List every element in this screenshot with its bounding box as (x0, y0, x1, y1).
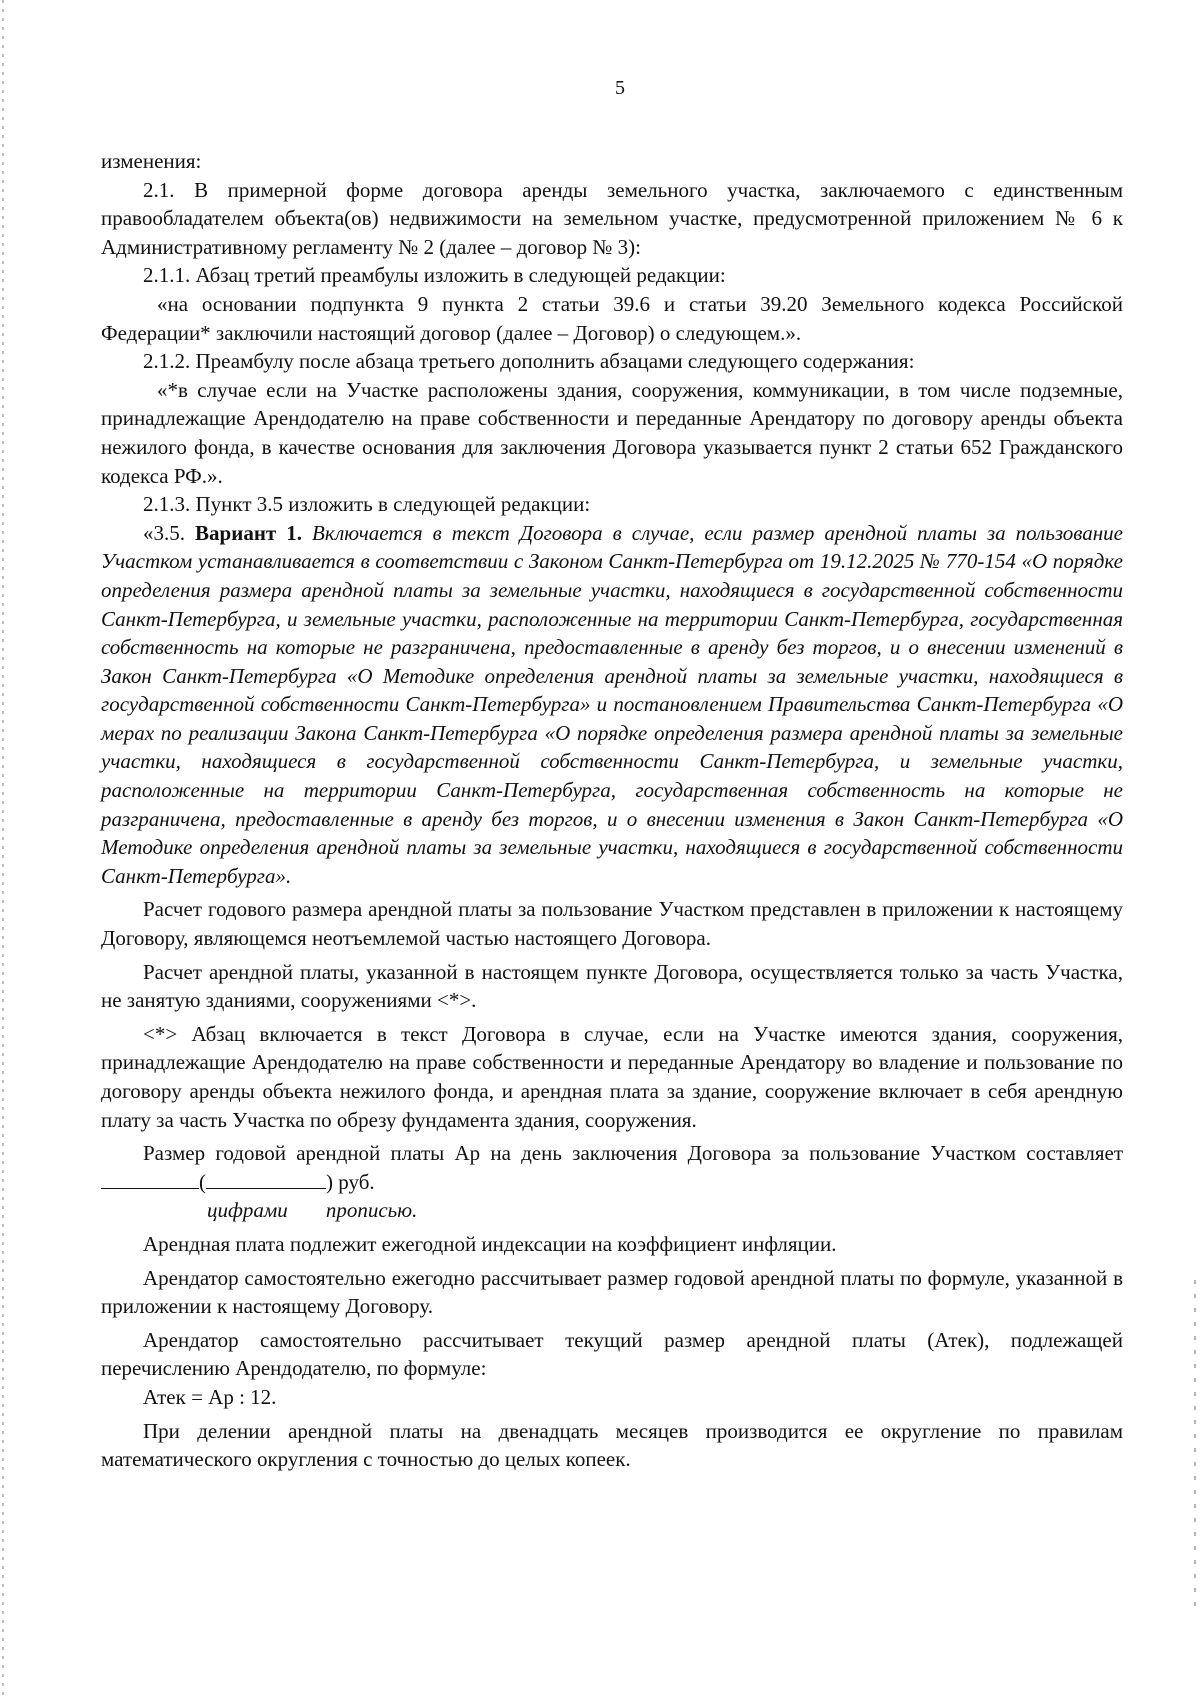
paragraph-rounding: При делении арендной платы на двенадцать месяцев производится ее округление по правилам математического округления с точностью до целых копеек. (101, 1418, 1123, 1472)
paragraph-body-3: <*> Абзац включается в текст Договора в случае, если на Участке имеются здания, сооружения, принадлежащие Арендодателю на праве собственности и переданные Арендатору во владение и пользование по договору аренды объекта нежилого фонда, и арендная плата за здание, сооружение включает в себя арендную плату за часть Участка по обрезу фундамента здания, сооружения. (101, 1021, 1123, 1132)
paragraph-2-1-2: 2.1.2. Преамбулу после абзаца третьего дополнить абзацами следующего содержания: (143, 349, 915, 374)
paragraph-annual-calc: Арендатор самостоятельно ежегодно рассчитывает размер годовой арендной платы по формуле, указанной в приложении к настоящему Договору. (101, 1265, 1123, 1319)
rent-line-2-start: составляет (1026, 1141, 1123, 1166)
rent-close: ) руб. (326, 1169, 375, 1194)
paragraph-rent-amount (101, 1139, 1123, 1196)
scan-edge-left (2, 0, 4, 1696)
page-number: 5 (615, 77, 625, 99)
rent-line-1: Размер годовой арендной платы Ар на день заключения Договора за пользование Участком (143, 1141, 1017, 1166)
variant-text: Включается в текст Договора в случае, если размер арендной платы за пользование Участком устанавливается в соответствии с Законом Санкт-Петербурга от 19.12.2025 № 770-154 «О порядке определения размера арендной платы за земельные участки, находящиеся в государственной собственности Санкт-Петербурга, и земельные участки, расположенные на территории Санкт-Петербурга, государственная собственность на которые не разграничена, предоставленные в аренду без торгов, и о внесении изменений в Закон Санкт-Петербурга «О Методике определения арендной платы за земельные участки, находящиеся в государственной собственности Санкт-Петербурга» и постановлением Правительства Санкт-Петербурга «О мерах по реализации Закона Санкт-Петербурга «О порядке определения размера арендной платы за земельные участки, находящиеся в государственной собственности Санкт-Петербурга, и земельные участки, расположенные на территории Санкт-Петербурга, государственная собственность на которые не разграничена, предоставленные в аренду без торгов, и о внесении изменения в Закон Санкт-Петербурга «О Методике определения арендной платы за земельные участки, находящиеся в государственной собственности Санкт-Петербурга». (101, 520, 1124, 888)
rent-open-paren: ( (199, 1169, 206, 1194)
paragraph-quote-footnote: «*в случае если на Участке расположены здания, сооружения, коммуникации, в том числе подземные, принадлежащие Арендодателю на праве собственности и переданные Арендатору по договору аренды объекта нежилого фонда, в качестве основания для заключения Договора указывается пункт 2 статьи 652 Гражданского кодекса РФ.». (101, 377, 1123, 488)
paragraph-intro: изменения: (101, 149, 202, 173)
paragraph-variant-1 (101, 519, 1123, 891)
paragraph-body-2: Расчет арендной платы, указанной в настоящем пункте Договора, осуществляется только за часть Участка, не занятую зданиями, сооружениями <*>. (101, 959, 1123, 1013)
paragraph-body-1: Расчет годового размера арендной платы за пользование Участком представлен в приложении к настоящему Договору, являющемся неотъемлемой частью настоящего Договора. (101, 897, 1123, 951)
document-body (101, 147, 1123, 1474)
paragraph-quote-preamble: «на основании подпункта 9 пункта 2 статьи 39.6 и статьи 39.20 Земельного кодекса Российской Федерации* заключили настоящий договор (далее – Договор) о следующем.». (101, 291, 1123, 345)
formula: Атек = Ар : 12. (143, 1384, 277, 1409)
blank-digits (101, 1168, 199, 1189)
blank-hints (101, 1196, 1123, 1225)
variant-prefix: «3.5. (143, 520, 196, 545)
paragraph-current-calc: Арендатор самостоятельно рассчитывает текущий размер арендной платы (Атек), подлежащей перечислению Арендодателю, по формуле: (101, 1327, 1123, 1381)
hint-digits: цифрами (207, 1198, 288, 1223)
paragraph-2-1-1: 2.1.1. Абзац третий преамбулы изложить в следующей редакции: (143, 263, 726, 288)
paragraph-2-1-3: 2.1.3. Пункт 3.5 изложить в следующей редакции: (143, 492, 591, 517)
variant-label: Вариант 1. (195, 520, 302, 545)
paragraph-indexation: Арендная плата подлежит ежегодной индексации на коэффициент инфляции. (143, 1231, 837, 1256)
hint-words: прописью. (325, 1198, 418, 1223)
paragraph-2-1: 2.1. В примерной форме договора аренды земельного участка, заключаемого с единственным правообладателем объекта(ов) недвижимости на земельном участке, предусмотренной приложением № 6 к Административному регламенту № 2 (далее – договор № 3): (101, 177, 1123, 259)
scan-edge-right (1194, 1280, 1196, 1610)
blank-words (206, 1168, 326, 1189)
